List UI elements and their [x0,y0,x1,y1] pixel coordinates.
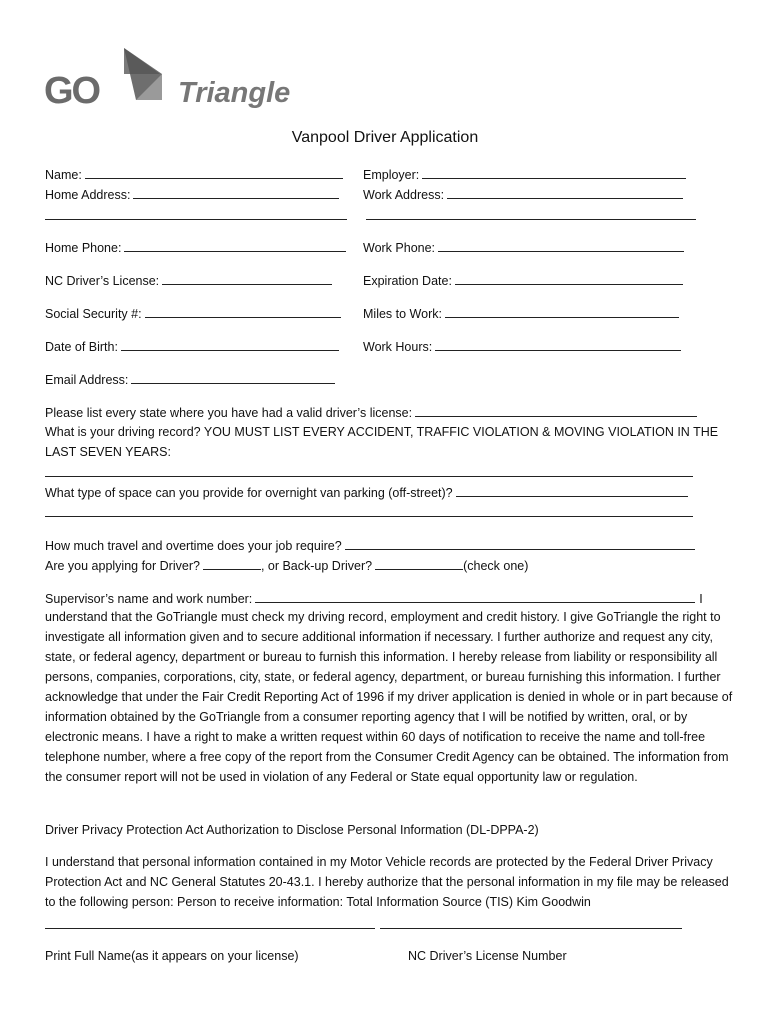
print-name-line[interactable] [45,928,375,929]
work-hours-field[interactable] [435,338,681,351]
check-one-label: (check one) [463,559,529,573]
home-phone-row [45,239,346,256]
states-row [45,404,697,421]
dob-row [45,338,339,355]
applying-row [45,557,528,574]
home-phone-field[interactable] [124,239,346,252]
nc-license-label: NC Driver’s License: [45,274,160,288]
travel-field[interactable] [345,537,695,550]
work-address-line-2[interactable] [366,219,696,220]
home-address-row [45,186,339,203]
email-label: Email Address: [45,373,129,387]
backup-driver-check-field[interactable] [375,557,463,570]
applying-label: Are you applying for Driver? [45,559,200,573]
authorization-paragraph: understand that the GoTriangle must check my driving record, employment and credit history. I give GoTriangle the right to investigate all information given and to secure additional information if necessary. I further authorize and request any city, state, or federal agency, department or bureau to furnish this information. I hereby release from liability or responsibility all persons, companies, corporations, city, state, or federal agency, department, or bureau furnishing this information. I further acknowledge that under the Fair Credit Reporting Act of 1996 if my driver application is denied in whole or in part because of information obtained by the GoTriangle from a consumer reporting agency that I will be notified by written, oral, or by electronic means. I have a right to make a written request within 60 days of notification to receive the name and toll-free telephone number, where a free copy of the report from the Consumer Credit Agency can be obtained. The information from the consumer report will not be used in violation of any Federal or State equal opportunity law or regulation. [45,610,733,784]
work-phone-row [363,239,684,256]
print-name-label: Print Full Name(as it appears on your license) [45,949,299,963]
nc-license-field[interactable] [162,272,332,285]
employer-label: Employer: [363,168,420,182]
dppa-heading: Driver Privacy Protection Act Authorization to Disclose Personal Information (DL-DPPA-2) [45,823,539,837]
license-number-label: NC Driver’s License Number [408,949,567,963]
ssn-label: Social Security #: [45,307,142,321]
employer-field[interactable] [422,166,686,179]
ssn-field[interactable] [145,305,341,318]
expiration-row [363,272,683,289]
states-field[interactable] [415,404,697,417]
home-address-line-2[interactable] [45,219,347,220]
work-address-label: Work Address: [363,188,445,202]
logo-go-text: GO [44,70,100,112]
page-title: Vanpool Driver Application [291,129,479,146]
license-number-line[interactable] [380,928,682,929]
expiration-label: Expiration Date: [363,274,452,288]
supervisor-row [45,590,703,607]
parking-field[interactable] [456,484,688,497]
travel-row [45,537,695,554]
work-phone-field[interactable] [438,239,684,252]
home-phone-label: Home Phone: [45,241,122,255]
driving-record-line[interactable] [45,476,693,477]
travel-label: How much travel and overtime does your job require? [45,539,342,553]
name-label: Name: [45,168,82,182]
home-address-label: Home Address: [45,188,131,202]
parking-line-2[interactable] [45,516,693,517]
miles-row [363,305,679,322]
name-field[interactable] [85,166,343,179]
parking-row [45,484,688,501]
work-hours-row [363,338,681,355]
expiration-field[interactable] [455,272,683,285]
parking-label: What type of space can you provide for overnight van parking (off-street)? [45,486,453,500]
dppa-paragraph: I understand that personal information contained in my Motor Vehicle records are protected by the Federal Driver Privacy Protection Act and NC General Statutes 20-43.1. I hereby authorize that the personal information in my file may be released to the following person: Person to receive information: Total Information Source (TIS) Kim Goodwin [45,855,729,909]
supervisor-end-text: I [699,592,703,606]
email-row [45,371,335,388]
employer-row [363,166,686,183]
miles-field[interactable] [445,305,679,318]
miles-label: Miles to Work: [363,307,442,321]
nc-license-row [45,272,332,289]
home-address-field[interactable] [133,186,339,199]
work-address-row [363,186,683,203]
supervisor-label: Supervisor’s name and work number: [45,592,253,606]
work-address-field[interactable] [447,186,683,199]
dob-label: Date of Birth: [45,340,118,354]
work-phone-label: Work Phone: [363,241,436,255]
logo-triangle-text: Triangle [178,77,291,109]
driver-check-field[interactable] [203,557,261,570]
supervisor-field[interactable] [255,590,695,603]
name-row [45,166,343,183]
states-label: Please list every state where you have had a valid driver’s license: [45,406,413,420]
ssn-row [45,305,341,322]
work-hours-label: Work Hours: [363,340,433,354]
driving-record-label: What is your driving record? YOU MUST LIST EVERY ACCIDENT, TRAFFIC VIOLATION & MOVING VIOLATION IN THE LAST SEVEN YEARS: [45,425,719,459]
applying-mid-label: , or Back-up Driver? [260,559,373,573]
dob-field[interactable] [121,338,339,351]
email-field[interactable] [131,371,335,384]
